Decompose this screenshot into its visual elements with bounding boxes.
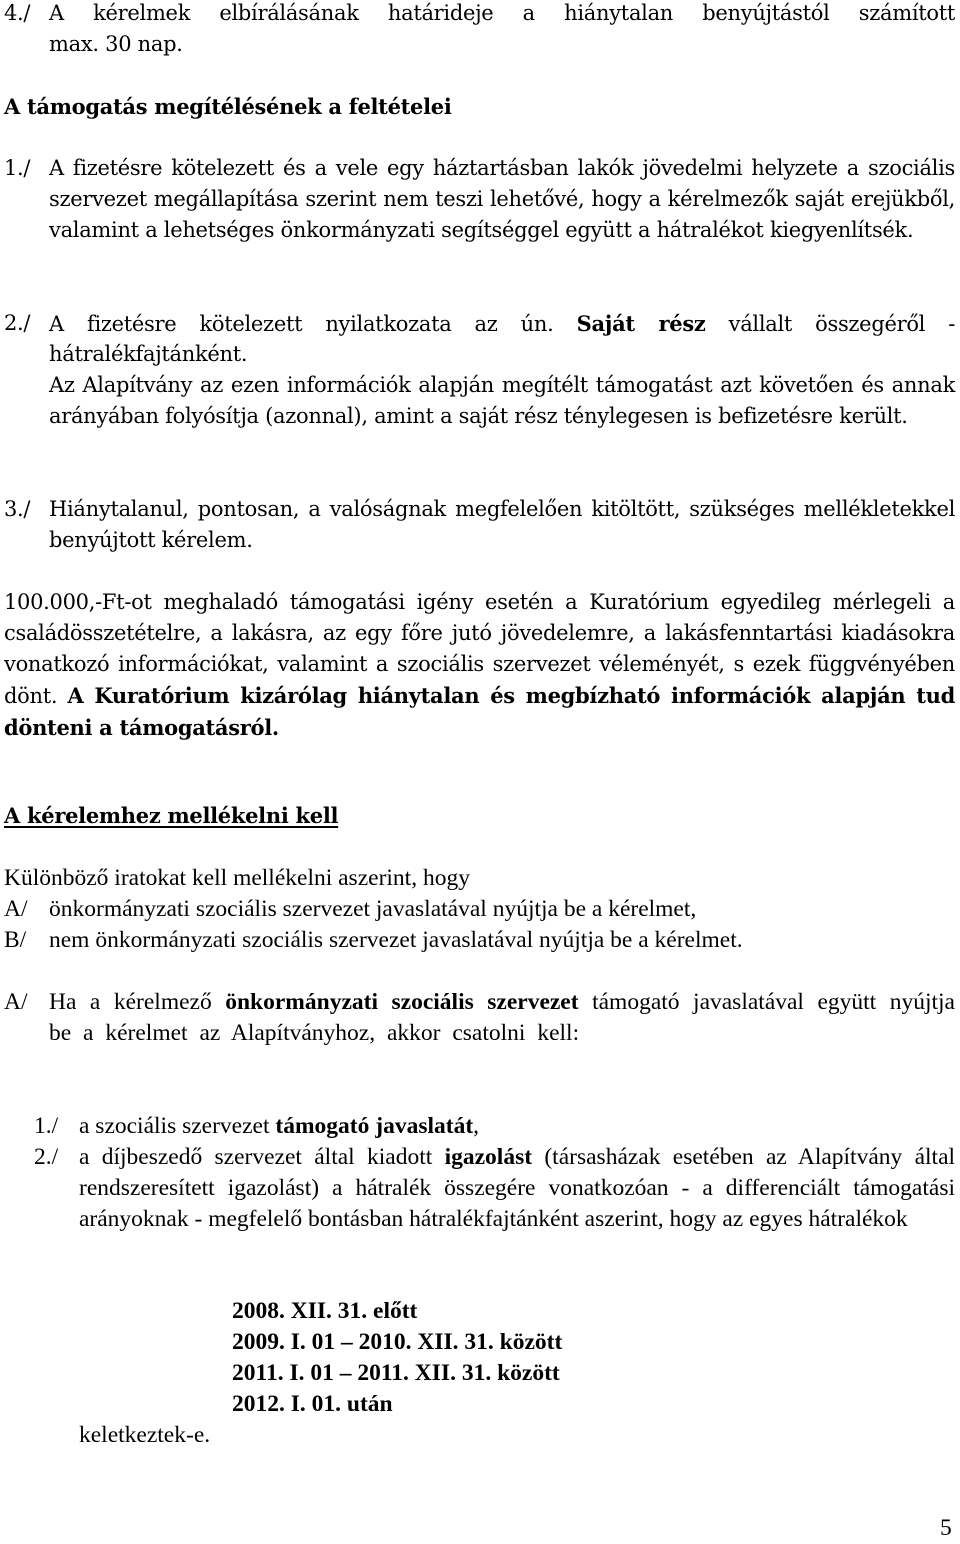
closing-text: keletkeztek-e. [79, 1422, 211, 1448]
curatorium-bold: A Kuratórium kizárólag hiánytalan és megbízható információk alapján tud dönteni a támogatásról. [4, 683, 955, 740]
date-range: 2011. I. 01 – 2011. XII. 31. között [232, 1360, 560, 1386]
certificate-bold: igazolást [444, 1144, 533, 1170]
item-number: 2./ [34, 1144, 59, 1170]
attach-intro: Különböző iratokat kell mellékelni aszerint, hogy [4, 865, 470, 891]
date-range: 2008. XII. 31. előtt [232, 1298, 418, 1324]
heading-conditions: A támogatás megítélésének a feltételei [4, 94, 452, 119]
item-2-text: a díjbeszedő szervezet által kiadott igazolást (társasházak esetében az Alapítvány által rendszeresített igazolást) a hátralék összegére vonatkozóan - a differenciált támogatási arányoknak - megfelelő bontásban hátralékfajtánként aszerint, hogy az egyes hátralékok [79, 1144, 956, 1232]
page-number: 5 [940, 1515, 952, 1541]
option-b-text: nem önkormányzati szociális szervezet javaslatával nyújtja be a kérelmet. [49, 927, 743, 953]
date-range: 2012. I. 01. után [232, 1391, 393, 1417]
section-letter: A/ [4, 989, 28, 1015]
item-number: 1./ [4, 156, 31, 180]
municipal-org-bold: önkormányzati szociális szervezet [225, 989, 579, 1015]
heading-attachments: A kérelemhez mellékelni kell [4, 803, 339, 828]
deadline-text-line2: max. 30 nap. [49, 32, 183, 56]
condition-2-line2: hátralékfajtánként. [49, 342, 248, 366]
option-a-text: önkormányzati szociális szervezet javaslatával nyújtja be a kérelmet, [49, 896, 697, 922]
date-range: 2009. I. 01 – 2010. XII. 31. között [232, 1329, 563, 1355]
condition-2-line1: A fizetésre kötelezett nyilatkozata az ún. Saját rész vállalt összegéről - [49, 311, 955, 336]
option-letter: A/ [4, 896, 28, 922]
item-1-text: a szociális szervezet támogató javaslatát, [79, 1113, 480, 1139]
deadline-text-line1: A kérelmek elbírálásának határideje a hiánytalan benyújtástól számított [49, 1, 955, 25]
section-a-text: Ha a kérelmező önkormányzati szociális szervezet támogató javaslatával együtt nyújtja be a kérelmet az Alapítványhoz, akkor csatolni kell: [49, 989, 955, 1046]
option-letter: B/ [4, 927, 27, 953]
item-number: 4./ [4, 1, 31, 25]
supporting-proposal-bold: támogató javaslatát [275, 1113, 474, 1139]
curatorium-paragraph: 100.000,-Ft-ot meghaladó támogatási igény esetén a Kuratórium egyedileg mérlegeli a családösszetételre, a lakásra, az egy főre jutó jövedelemre, a lakásfenntartási kiadásokra vonatkozó információkat, valamint a szociális szervezet véleményét, s ezek függvényében dönt. A Kuratórium kizárólag hiánytalan és megbízható információk alapján tud dönteni a támogatásról. [4, 590, 955, 740]
item-number: 1./ [34, 1113, 59, 1139]
item-number: 2./ [4, 311, 31, 335]
condition-1-text: A fizetésre kötelezett és a vele egy háztartásban lakók jövedelmi helyzete a szociális szervezet megállapítása szerint nem teszi lehetővé, hogy a kérelmezők saját erejükből, valamint a lehetséges önkormányzati segítséggel együtt a hátralékot kiegyenlítsék. [49, 156, 955, 242]
condition-2-paragraph: Az Alapítvány az ezen információk alapján megítélt támogatást azt követően és annak arányában folyósítja (azonnal), amint a saját rész ténylegesen is befizetésre került. [49, 373, 955, 428]
item-number: 3./ [4, 497, 31, 521]
condition-3-text: Hiánytalanul, pontosan, a valóságnak megfelelően kitöltött, szükséges mellékletekkel benyújtott kérelem. [49, 497, 955, 552]
date-ranges [232, 1296, 562, 1420]
own-share-bold: Saját rész [576, 311, 706, 336]
